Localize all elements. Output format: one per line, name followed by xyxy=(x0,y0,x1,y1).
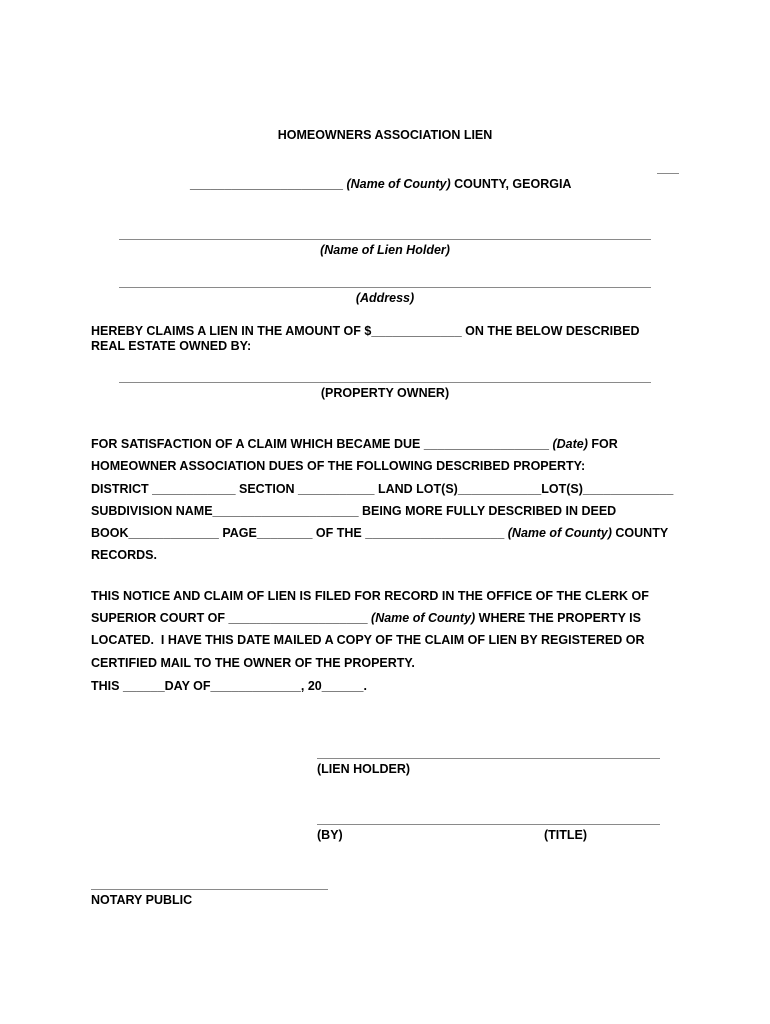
document-title: HOMEOWNERS ASSOCIATION LIEN xyxy=(277,128,493,142)
lien-holder-signature-line[interactable] xyxy=(317,758,660,759)
lien-holder-line[interactable] xyxy=(119,239,651,240)
address-line[interactable] xyxy=(119,287,651,288)
satisfaction-line-1: FOR SATISFACTION OF A CLAIM WHICH BECAME DUE __________________ (Date) FOR xyxy=(91,437,618,451)
corner-mark-line xyxy=(657,173,679,174)
address-label: (Address) xyxy=(355,291,415,305)
satisfaction-line-5: BOOK_____________ PAGE________ OF THE ____________________ (Name of County) COUNTY xyxy=(91,526,669,540)
lien-holder-label: (Name of Lien Holder) xyxy=(320,243,450,257)
satisfaction-line-4: SUBDIVISION NAME_____________________ BEING MORE FULLY DESCRIBED IN DEED xyxy=(91,504,617,518)
notice-line-5: THIS ______DAY OF_____________, 20______. xyxy=(91,679,367,693)
county-line xyxy=(190,177,571,191)
satisfaction-line-2: HOMEOWNER ASSOCIATION DUES OF THE FOLLOWING DESCRIBED PROPERTY: xyxy=(91,459,586,473)
by-signature-line[interactable] xyxy=(317,824,660,825)
by-label: (BY) xyxy=(317,828,343,842)
notice-line-4: CERTIFIED MAIL TO THE OWNER OF THE PROPERTY. xyxy=(91,656,415,670)
lien-holder-signature-label: (LIEN HOLDER) xyxy=(317,762,411,776)
property-owner-label: (PROPERTY OWNER) xyxy=(320,386,450,400)
county-suffix: COUNTY, GEORGIA xyxy=(450,177,572,191)
property-owner-line[interactable] xyxy=(119,382,651,383)
notice-line-3: LOCATED. I HAVE THIS DATE MAILED A COPY OF THE CLAIM OF LIEN BY REGISTERED OR xyxy=(91,633,645,647)
satisfaction-line-6: RECORDS. xyxy=(91,548,157,562)
notary-signature-line[interactable] xyxy=(91,889,328,890)
county-name-hint: (Name of County) xyxy=(346,177,451,191)
notice-line-1: THIS NOTICE AND CLAIM OF LIEN IS FILED FOR RECORD IN THE OFFICE OF THE CLERK OF xyxy=(91,589,649,603)
county-blank[interactable]: ______________________ xyxy=(190,177,343,191)
notice-line-2: SUPERIOR COURT OF ____________________ (Name of County) WHERE THE PROPERTY IS xyxy=(91,611,641,625)
title-label: (TITLE) xyxy=(544,828,588,842)
claim-amount-line-1: HEREBY CLAIMS A LIEN IN THE AMOUNT OF $_____________ ON THE BELOW DESCRIBED xyxy=(91,324,640,338)
notary-label: NOTARY PUBLIC xyxy=(91,893,193,907)
satisfaction-line-3: DISTRICT ____________ SECTION ___________ LAND LOT(S)____________LOT(S)_____________ xyxy=(91,482,674,496)
claim-amount-line-2: REAL ESTATE OWNED BY: xyxy=(91,339,252,353)
